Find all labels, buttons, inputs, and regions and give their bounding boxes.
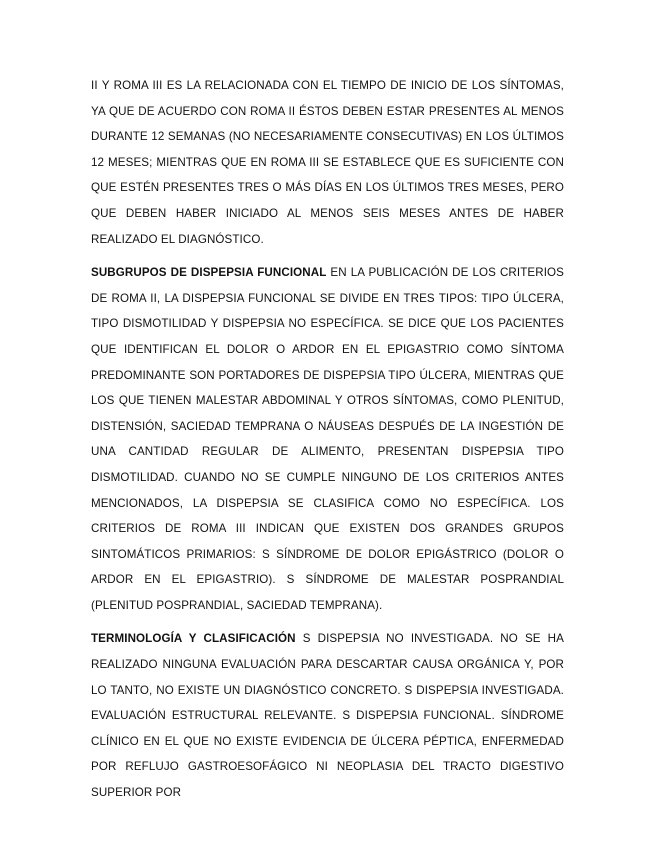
paragraph-text: S DISPEPSIA NO INVESTIGADA. NO SE HA REALIZADO NINGUNA EVALUACIÓN PARA DESCARTAR CAUSA ORGÁNICA Y, POR LO TANTO, NO EXISTE UN DIAGNÓSTICO CONCRETO. S DISPEPSIA INVESTIGADA. EVALUACIÓN ESTRUCTURAL RELEVANTE. S DISPEPSIA FUNCIONAL. SÍNDROME CLÍNICO EN EL QUE NO EXISTE EVIDENCIA DE ÚLCERA PÉPTICA, ENFERMEDAD POR REFLUJO GASTROESOFÁGICO NI NEOPLASIA DEL TRACTO DIGESTIVO SUPERIOR POR: [91, 632, 564, 800]
document-page: [91, 73, 564, 814]
section-heading: TERMINOLOGÍA Y CLASIFICACIÓN: [91, 632, 296, 646]
paragraph-terminology-classification: [91, 626, 564, 805]
section-heading: SUBGRUPOS DE DISPEPSIA FUNCIONAL: [91, 266, 327, 280]
paragraph-text: II Y ROMA III ES LA RELACIONADA CON EL TIEMPO DE INICIO DE LOS SÍNTOMAS, YA QUE DE ACUERDO CON ROMA II ÉSTOS DEBEN ESTAR PRESENTES AL MENOS DURANTE 12 SEMANAS (NO NECESARIAMENTE CONSECUTIVAS) EN LOS ÚLTIMOS 12 MESES; MIENTRAS QUE EN ROMA III SE ESTABLECE QUE ES SUFICIENTE CON QUE ESTÉN PRESENTES TRES O MÁS DÍAS EN LOS ÚLTIMOS TRES MESES, PERO QUE DEBEN HABER INICIADO AL MENOS SEIS MESES ANTES DE HABER REALIZADO EL DIAGNÓSTICO.: [91, 79, 564, 246]
paragraph-onset-criteria: [91, 73, 564, 252]
paragraph-text: EN LA PUBLICACIÓN DE LOS CRITERIOS DE ROMA II, LA DISPEPSIA FUNCIONAL SE DIVIDE EN TRES TIPOS: TIPO ÚLCERA, TIPO DISMOTILIDAD Y DISPEPSIA NO ESPECÍFICA. SE DICE QUE LOS PACIENTES QUE IDENTIFICAN EL DOLOR O ARDOR EN EL EPIGASTRIO COMO SÍNTOMA PREDOMINANTE SON PORTADORES DE DISPEPSIA TIPO ÚLCERA, MIENTRAS QUE LOS QUE TIENEN MALESTAR ABDOMINAL Y OTROS SÍNTOMAS, COMO PLENITUD, DISTENSIÓN, SACIEDAD TEMPRANA O NÁUSEAS DESPUÉS DE LA INGESTIÓN DE UNA CANTIDAD REGULAR DE ALIMENTO, PRESENTAN DISPEPSIA TIPO DISMOTILIDAD. CUANDO NO SE CUMPLE NINGUNO DE LOS CRITERIOS ANTES MENCIONADOS, LA DISPEPSIA SE CLASIFICA COMO NO ESPECÍFICA. LOS CRITERIOS DE ROMA III INDICAN QUE EXISTEN DOS GRANDES GRUPOS SINTOMÁTICOS PRIMARIOS: S SÍNDROME DE DOLOR EPIGÁSTRICO (DOLOR O ARDOR EN EL EPIGASTRIO). S SÍNDROME DE MALESTAR POSPRANDIAL (PLENITUD POSPRANDIAL, SACIEDAD TEMPRANA).: [91, 266, 564, 612]
paragraph-functional-dyspepsia-subgroups: [91, 260, 564, 618]
